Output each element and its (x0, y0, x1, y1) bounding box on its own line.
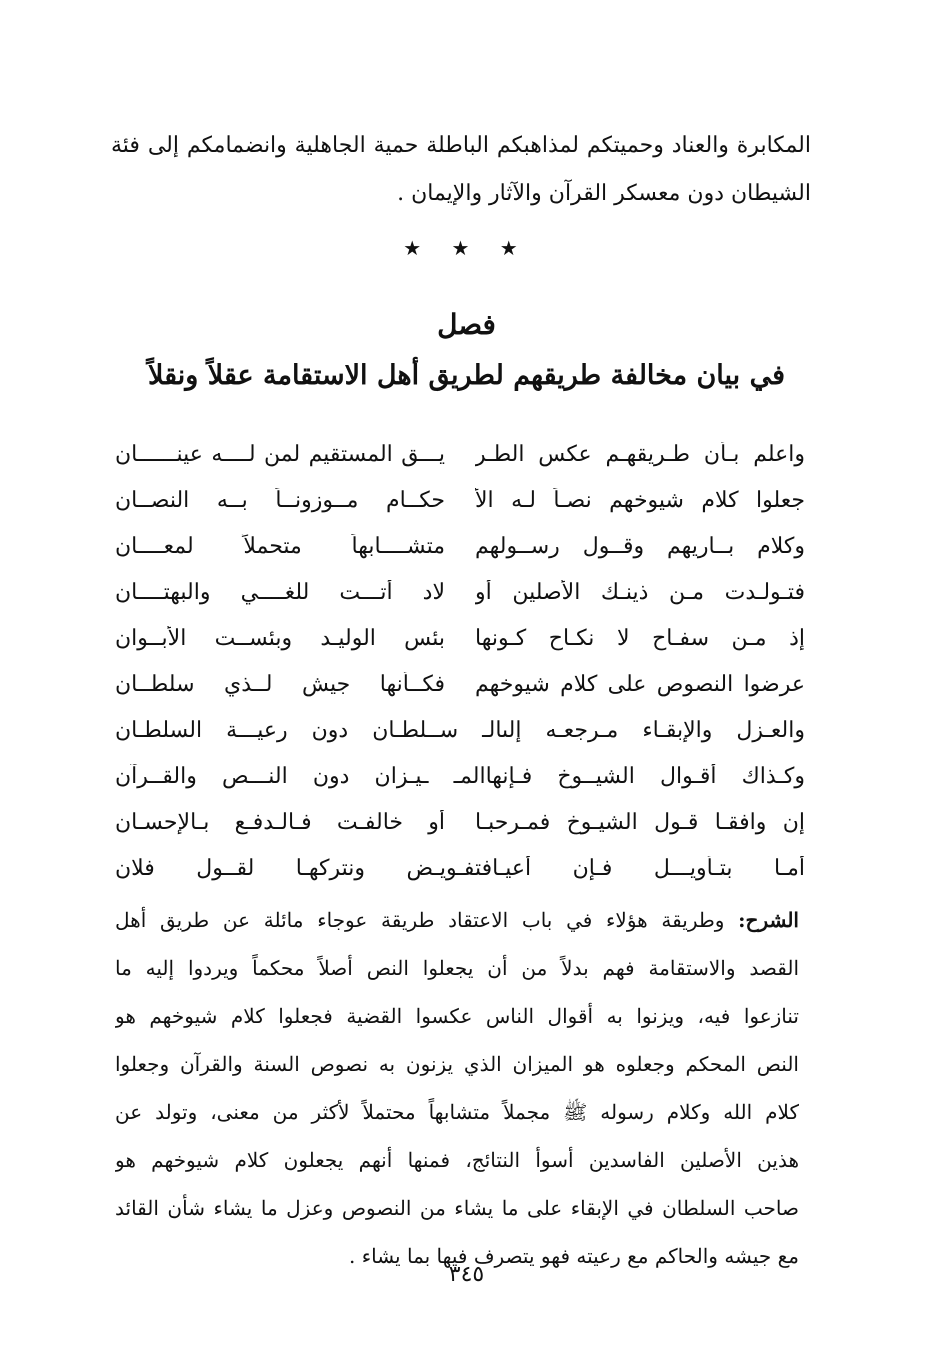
verse-second-hemistich: فكــأنها جيش لــذي سلطــان (115, 672, 445, 697)
verse-second-hemistich: حكــام مــوزونــاً بــه النصــان (115, 488, 445, 513)
verse-first-hemistich: إذ مـن سفـاح لا نكـاح كـونها (475, 626, 805, 651)
chapter-subtitle: في بيان مخالفة طريقهم لطريق أهل الاستقامة عقلاً ونقلاً (148, 360, 785, 391)
poem-verse (115, 764, 805, 810)
verse-first-hemistich: فتـولـدت مـن ذينـك الأصلين أو (475, 580, 805, 605)
commentary-line (115, 896, 799, 944)
poem-verse (115, 580, 805, 626)
commentary-section (115, 896, 799, 1280)
intro-paragraph (111, 128, 811, 224)
verse-first-hemistich: عرضوا النصوص على كلام شيوخهم (475, 672, 805, 697)
commentary-line: صاحب السلطان في الإبقاء على ما يشاء من النصوص وعزل ما يشاء شأن القائد (115, 1196, 799, 1220)
commentary-line: كلام الله وكلام رسوله ﷺ مجملاً متشابهاً محتملاً لأكثر من معنى، وتولد عن (115, 1100, 799, 1124)
verse-full-line: أمـا بتـأويـــل فـإن أعيـافتفـويـض ونتركهـا لقــول فلان (115, 856, 805, 881)
poem-verse (115, 442, 805, 488)
verse-second-hemistich: أو خالفـت فـالـدفـع بـالإحسـان (115, 810, 445, 835)
verse-second-hemistich: بئس الوليـد وبئســت الأبــوان (115, 626, 445, 651)
verse-first-hemistich: جعلوا كلام شيوخهم نصـاً لـه الأ (475, 488, 805, 513)
commentary-label: الشرح: (738, 908, 799, 932)
verse-first-hemistich: إن وافقـا قـول الشيـوخ فمـرحبـا (475, 810, 805, 835)
verse-second-hemistich: متشــــابهاً متحملاً لمعــــان (115, 534, 445, 559)
poem-verse (115, 626, 805, 672)
commentary-line: تنازعوا فيه، ويزنوا به أقوال الناس عكسوا القضية فجعلوا كلام شيوخهم هو (115, 1004, 799, 1028)
verse-full-line: والعـزل والإبقـاء مـرجعـه إلىالـ ســلطـان دون رعيـــة السلطـان (115, 718, 805, 743)
commentary-line: القصد والاستقامة فهم بدلاً من أن يجعلوا النص أصلاً محكماً ويردوا إليه ما (115, 956, 799, 980)
commentary-line: مع جيشه والحاكم مع رعيته فهو يتصرف فيها بما يشاء . (349, 1244, 799, 1268)
commentary-line: هذين الأصلين الفاسدين أسوأ النتائج، فمنها أنهم يجعلون كلام شيوخهم هو (115, 1148, 799, 1172)
poem-verse (115, 534, 805, 580)
verse-second-hemistich: يـــق المستقيم لمن لــــه عينــــــان (115, 442, 445, 467)
section-separator: ★ ★ ★ (403, 236, 530, 260)
commentary-line: النص المحكم وجعلوه هو الميزان الذي يزنون به نصوص السنة والقرآن وجعلوا (115, 1052, 799, 1076)
page-number: ٣٤٥ (448, 1262, 485, 1287)
verse-first-hemistich: وكلام بــاريهم وقــول رســولهم (475, 534, 805, 559)
verse-second-hemistich: لاد أتـــت للغــــي والبهتــــان (115, 580, 445, 605)
chapter-title: فصل (437, 308, 496, 341)
verse-full-line: وكـذاك أقـوال الشيــوخ فـإنهاالمـ ـيـزان دون النـــص والقــرآن (115, 764, 805, 789)
intro-line: الشيطان دون معسكر القرآن والآثار والإيمان . (397, 181, 811, 206)
poem-verse (115, 488, 805, 534)
verse-first-hemistich: واعلم بـأن طـريقهـم عكس الطـر (475, 442, 805, 467)
poem-verse (115, 810, 805, 856)
poem-verse (115, 718, 805, 764)
intro-line: المكابرة والعناد وحميتكم لمذاهبكم الباطلة حمية الجاهلية وانضمامكم إلى فئة (111, 133, 811, 158)
poem (115, 442, 805, 902)
poem-verse (115, 672, 805, 718)
commentary-text: وطريقة هؤلاء في باب الاعتقاد طريقة عوجاء مائلة عن طريق أهل (115, 908, 725, 932)
